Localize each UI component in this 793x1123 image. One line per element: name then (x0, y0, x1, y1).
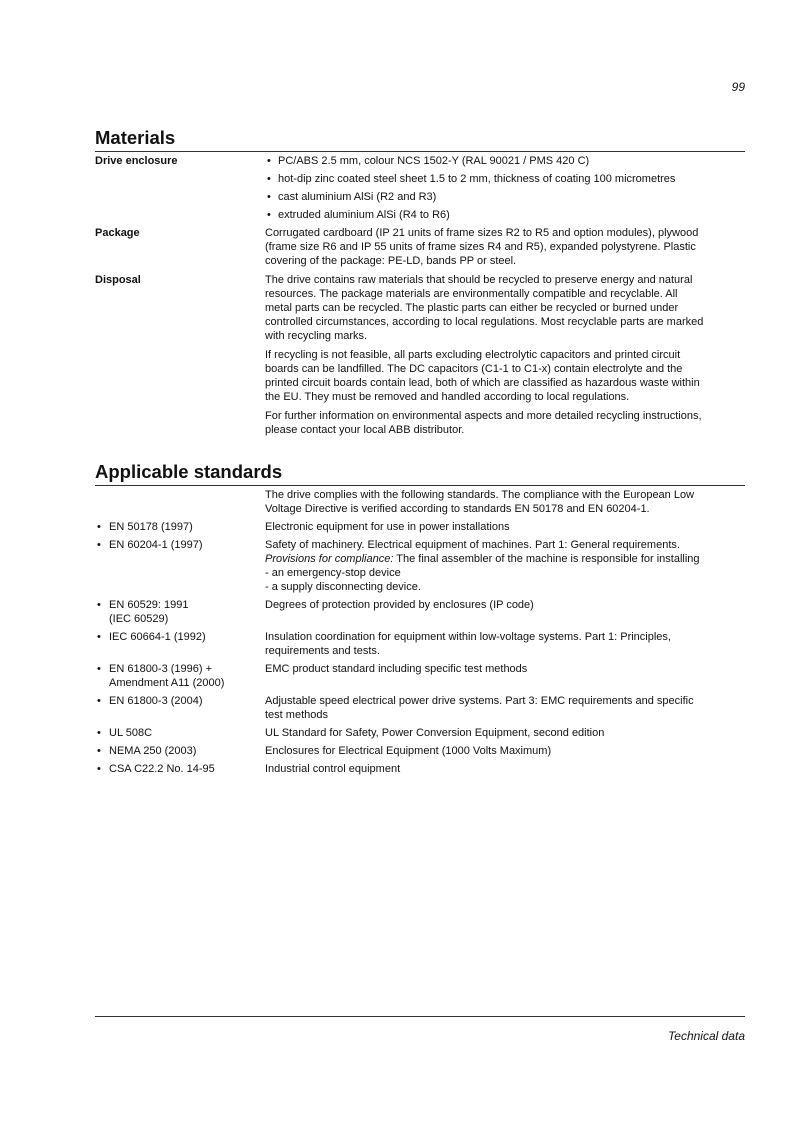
standard-label: EN 61800-3 (1996) + Amendment A11 (2000) (109, 663, 225, 689)
disposal-text (265, 273, 745, 442)
text-line: resources. The package materials are environmentally compatible and recyclable. All (265, 288, 678, 300)
bullet-icon: • (97, 599, 101, 611)
standard-description: Industrial control equipment (265, 763, 401, 775)
standard-row (95, 662, 745, 690)
text-line: Voltage Directive is verified according to standards EN 50178 and EN 60204-1. (265, 503, 650, 515)
standards-section (95, 461, 745, 780)
text-line: printed circuit boards contain lead, both of which are classified as hazardous waste within (265, 377, 700, 389)
standard-label: EN 60204-1 (1997) (109, 539, 203, 551)
disposal-paragraph-1 (265, 273, 745, 343)
disposal-paragraph-2 (265, 348, 745, 404)
bullet-icon: • (267, 155, 271, 167)
bullet-icon: • (97, 663, 101, 675)
standard-row (95, 520, 745, 534)
standards-title: Applicable standards (95, 461, 745, 486)
drive-enclosure-row (95, 154, 745, 226)
bullet-icon: • (97, 727, 101, 739)
text-line: metal parts can be recycled. The plastic parts can either be recycled or burned under (265, 302, 679, 314)
standard-description: EMC product standard including specific test methods (265, 663, 528, 675)
text-line: Corrugated cardboard (IP 21 units of frame sizes R2 to R5 and option modules), plywood (265, 227, 699, 239)
package-label: Package (95, 227, 140, 239)
standard-description: UL Standard for Safety, Power Conversion Equipment, second edition (265, 727, 605, 739)
text-line: boards can be landfilled. The DC capacitors (C1-1 to C1-x) contain electrolyte and the (265, 363, 683, 375)
text-line: with recycling marks. (265, 330, 368, 342)
bullet-icon: • (97, 539, 101, 551)
footer-section-title: Technical data (668, 1029, 745, 1043)
standard-description: Degrees of protection provided by enclosures (IP code) (265, 599, 534, 611)
bullet-icon: • (97, 631, 101, 643)
text-line: controlled circumstances, according to local regulations. Most recyclable parts are marked (265, 316, 704, 328)
list-item-text: extruded aluminium AlSi (R4 to R6) (278, 209, 450, 221)
text-line: (frame size R6 and IP 55 units of frame sizes R4 and R5), expanded polystyrene. Plastic (265, 241, 696, 253)
drive-enclosure-list (265, 154, 745, 226)
bullet-icon: • (267, 209, 271, 221)
provisions-label: Provisions for compliance: (265, 553, 394, 565)
standards-intro-row (95, 488, 745, 520)
list-item-text: cast aluminium AlSi (R2 and R3) (278, 191, 437, 203)
list-item-text: PC/ABS 2.5 mm, colour NCS 1502-Y (RAL 90021 / PMS 420 C) (278, 155, 590, 167)
list-item (265, 172, 745, 186)
standard-label: EN 61800-3 (2004) (109, 695, 203, 707)
disposal-label: Disposal (95, 274, 141, 286)
page-number: 99 (731, 80, 745, 94)
drive-enclosure-label: Drive enclosure (95, 155, 178, 167)
standard-row (95, 538, 745, 594)
text-line: For further information on environmental aspects and more detailed recycling instructions, (265, 410, 702, 422)
bullet-icon: • (97, 521, 101, 533)
standard-label: NEMA 250 (2003) (109, 745, 197, 757)
list-item (265, 208, 745, 222)
text-line: The drive complies with the following standards. The compliance with the European Low (265, 489, 695, 501)
standard-row (95, 694, 745, 722)
bullet-icon: • (97, 745, 101, 757)
standard-description: Enclosures for Electrical Equipment (1000 Volts Maximum) (265, 745, 552, 757)
bullet-icon: • (97, 763, 101, 775)
provisions-text: The final assembler of the machine is responsible for installing (393, 553, 700, 565)
footer-divider (95, 1016, 745, 1017)
standard-description: Adjustable speed electrical power drive systems. Part 3: EMC requirements and specific test methods (265, 695, 694, 721)
standard-label: EN 50178 (1997) (109, 521, 193, 533)
disposal-row (95, 273, 745, 442)
text-line: The drive contains raw materials that should be recycled to preserve energy and natural (265, 274, 693, 286)
standard-row (95, 598, 745, 626)
list-item (265, 154, 745, 168)
standard-label: IEC 60664-1 (1992) (109, 631, 206, 643)
standard-description: Safety of machinery. Electrical equipment of machines. Part 1: General requirements. Provisions for compliance: The final assembler of the machine is responsible for installing - an emergency-stop device - a supply disconnecting device. (265, 539, 700, 593)
standard-row (95, 726, 745, 740)
standard-row (95, 762, 745, 776)
package-text (265, 226, 745, 273)
standard-label: CSA C22.2 No. 14-95 (109, 763, 215, 775)
text-line: the EU. They must be removed and handled according to local regulations. (265, 391, 630, 403)
standard-row (95, 630, 745, 658)
text-line: please contact your local ABB distributor. (265, 424, 465, 436)
disposal-paragraph-3 (265, 409, 745, 437)
bullet-icon: • (97, 695, 101, 707)
list-item (265, 190, 745, 204)
text-line: covering of the package: PE-LD, bands PP or steel. (265, 255, 517, 267)
standard-label: UL 508C (109, 727, 153, 739)
bullet-icon: • (267, 173, 271, 185)
standard-description: Electronic equipment for use in power installations (265, 521, 510, 533)
text-line: If recycling is not feasible, all parts excluding electrolytic capacitors and printed circuit (265, 349, 681, 361)
standard-label: EN 60529: 1991 (IEC 60529) (109, 599, 189, 625)
standard-description: Insulation coordination for equipment within low-voltage systems. Part 1: Principles, requirements and tests. (265, 631, 671, 657)
list-item-text: hot-dip zinc coated steel sheet 1.5 to 2 mm, thickness of coating 100 micrometres (278, 173, 676, 185)
materials-title: Materials (95, 127, 745, 152)
package-row (95, 226, 745, 273)
bullet-icon: • (267, 191, 271, 203)
materials-section (95, 127, 745, 442)
standard-row (95, 744, 745, 758)
